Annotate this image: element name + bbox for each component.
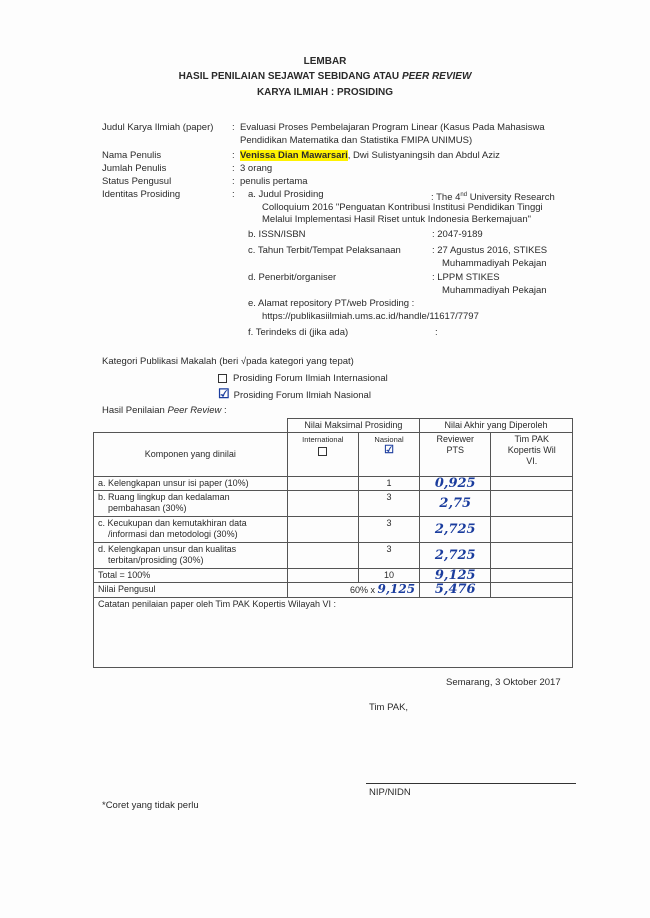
handwritten-score: 2,725	[420, 543, 491, 569]
value-penerbit: : LPPM STIKES Muhammadiyah Pekajan	[432, 272, 547, 296]
label-identitas-prosiding: Identitas Prosiding	[102, 189, 181, 200]
value-judul-prosiding-line2: Colloquium 2016 "Penguatan Kontribusi Institusi Pendidikan Tinggi	[262, 202, 543, 213]
title-karya-ilmiah: KARYA ILMIAH : PROSIDING	[256, 87, 394, 98]
nip-label: NIP/NIDN	[369, 787, 411, 798]
table-row-pengusul: Nilai Pengusul 60% x 9,125 5,476	[94, 583, 573, 598]
table-row-total: Total = 100% 10 9,125	[94, 569, 573, 583]
table-row: a. Kelengkapan unsur isi paper (10%) 1 0,925	[94, 477, 573, 491]
table-row: c. Kecukupan dan kemutakhiran data /informasi dan metodologi (30%) 3 2,725	[94, 517, 573, 543]
label-penulis: Nama Penulis	[102, 150, 162, 161]
handwritten-score: 2,725	[420, 517, 491, 543]
colon: :	[232, 122, 235, 133]
value-penulis: Venissa Dian Mawarsari, Dwi Sulistyaningsih dan Abdul Aziz	[240, 150, 500, 161]
colon: :	[232, 189, 235, 200]
handwritten-score: 0,925	[420, 477, 491, 491]
assessment-table	[93, 418, 573, 668]
header-nasional: Nasional ☑	[358, 433, 419, 477]
title-hasil-penilaian: HASIL PENILAIAN SEJAWAT SEBIDANG ATAU PEER REVIEW	[178, 71, 472, 82]
value-repository-url: https://publikasiilmiah.ums.ac.id/handle/11617/7797	[262, 311, 479, 322]
colon: :	[232, 176, 235, 187]
tim-pak-label: Tim PAK,	[369, 702, 409, 713]
kategori-option-nasional: ☑ Prosiding Forum Ilmiah Nasional	[218, 386, 371, 401]
value-judul: Evaluasi Proses Pembelajaran Program Linear (Kasus Pada Mahasiswa Pendidikan Matematika dan Statistika FMIPA UNIMUS)	[240, 122, 545, 146]
header-tim-pak: Tim PAK Kopertis Wil VI.	[491, 433, 573, 477]
value-jumlah-penulis: 3 orang	[240, 163, 273, 174]
footnote: *Coret yang tidak perlu	[102, 800, 199, 811]
value-issn: : 2047-9189	[432, 229, 483, 240]
place-date: Semarang, 3 Oktober 2017	[446, 677, 561, 688]
handwritten-score: 9,125	[420, 569, 491, 583]
label-repository: e. Alamat repository PT/web Prosiding :	[248, 298, 415, 309]
colon: :	[435, 327, 438, 338]
label-status-pengusul: Status Pengusul	[102, 176, 172, 187]
table-row: d. Kelengkapan unsur dan kualitas terbitan/prosiding (30%) 3 2,725	[94, 543, 573, 569]
checkmark-icon: ☑	[384, 444, 394, 456]
header-reviewer: Reviewer PTS	[420, 433, 491, 477]
header-international: International	[287, 433, 358, 477]
hasil-penilaian-label: Hasil Penilaian Peer Review :	[102, 405, 227, 416]
handwritten-score: 5,476	[420, 583, 491, 598]
value-judul-prosiding-line3: Melalui Implementasi Hasil Riset untuk Indonesia Berkemajuan"	[262, 214, 531, 225]
checkbox-empty-icon	[218, 374, 227, 383]
label-terindeks: f. Terindeks di (jika ada)	[248, 327, 349, 338]
highlighted-author: Venissa Dian Mawarsari	[240, 150, 348, 161]
label-issn: b. ISSN/ISBN	[248, 229, 306, 240]
header-komponen: Komponen yang dinilai	[94, 433, 288, 477]
colon: :	[232, 150, 235, 161]
label-tahun-terbit: c. Tahun Terbit/Tempat Pelaksanaan	[248, 245, 401, 256]
colon: :	[232, 163, 235, 174]
title-lembar: LEMBAR	[303, 56, 347, 67]
header-nilai-maksimal: Nilai Maksimal Prosiding	[287, 419, 419, 433]
signature-line	[366, 783, 576, 784]
handwritten-score: 2,75	[420, 491, 491, 517]
label-judul-prosiding: a. Judul Prosiding	[248, 189, 324, 200]
value-tahun-terbit: : 27 Agustus 2016, STIKES Muhammadiyah Pekajan	[432, 245, 548, 269]
value-judul-prosiding: : The 4nd University Research	[431, 192, 555, 204]
label-penerbit: d. Penerbit/organiser	[248, 272, 337, 283]
checkbox-empty-icon	[318, 447, 327, 456]
checkmark-icon: ☑	[218, 386, 230, 401]
kategori-option-internasional: Prosiding Forum Ilmiah Internasional	[218, 373, 388, 386]
header-nilai-akhir: Nilai Akhir yang Diperoleh	[420, 419, 573, 433]
catatan-cell: Catatan penilaian paper oleh Tim PAK Kopertis Wilayah VI :	[94, 598, 573, 668]
label-judul: Judul Karya Ilmiah (paper)	[102, 122, 214, 133]
table-row: b. Ruang lingkup dan kedalaman pembahasan (30%) 3 2,75	[94, 491, 573, 517]
label-jumlah-penulis: Jumlah Penulis	[102, 163, 167, 174]
kategori-title: Kategori Publikasi Makalah (beri √pada kategori yang tepat)	[102, 356, 354, 367]
value-status-pengusul: penulis pertama	[240, 176, 308, 187]
